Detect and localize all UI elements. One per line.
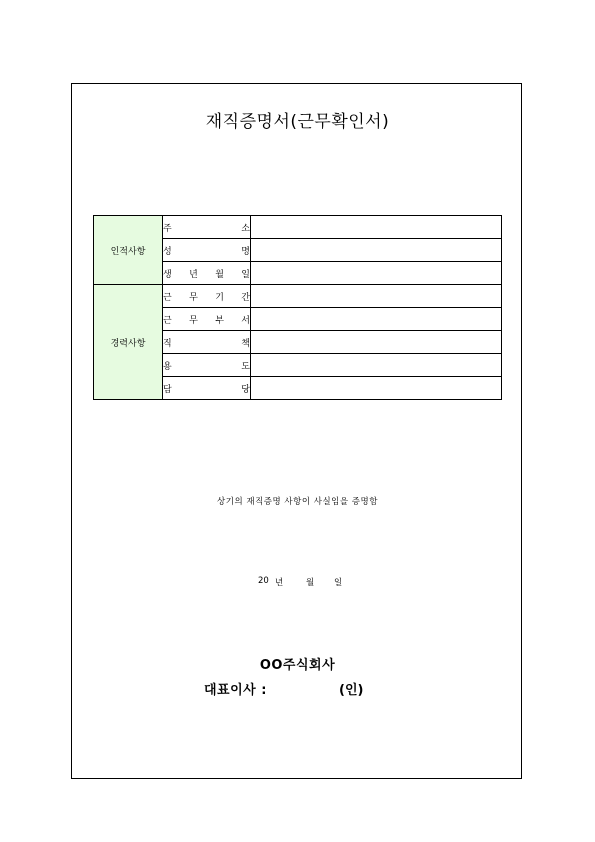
field-label <box>163 285 251 308</box>
field-value[interactable] <box>251 285 502 308</box>
field-label-chars <box>163 221 250 234</box>
date-month-unit: 월 <box>306 578 315 588</box>
date-year-unit: 년 <box>275 578 284 588</box>
field-label-char: 용 <box>163 361 172 372</box>
field-label-chars <box>163 336 250 349</box>
field-label-char: 책 <box>241 338 250 349</box>
field-label-char: 직 <box>163 338 172 349</box>
field-label <box>163 239 251 262</box>
table-row <box>94 285 502 308</box>
field-label-chars <box>163 359 250 372</box>
field-label-char: 담 <box>163 384 172 395</box>
field-label-char: 근 <box>163 292 172 303</box>
field-label-char: 무 <box>189 315 198 326</box>
info-table <box>93 215 502 400</box>
field-label-char: 생 <box>163 269 172 280</box>
field-value[interactable] <box>251 377 502 400</box>
company-name: OO주식회사 <box>259 658 336 673</box>
field-value[interactable] <box>251 308 502 331</box>
date-day-unit: 일 <box>334 578 343 588</box>
field-label <box>163 216 251 239</box>
field-label-char: 기 <box>215 292 224 303</box>
group-label: 경력사항 <box>94 285 163 400</box>
field-value[interactable] <box>251 331 502 354</box>
field-value[interactable] <box>251 239 502 262</box>
certification-statement: 상기의 재직증명 사항이 사실임을 증명함 <box>217 497 378 507</box>
field-label-chars <box>163 244 250 257</box>
field-label-char: 근 <box>163 315 172 326</box>
issue-date <box>258 576 342 588</box>
field-label-char: 성 <box>163 246 172 257</box>
field-label-char: 간 <box>241 292 250 303</box>
field-label <box>163 308 251 331</box>
field-value[interactable] <box>251 354 502 377</box>
document-title: 재직증명서(근무확인서) <box>205 112 390 132</box>
field-label-char: 부 <box>215 315 224 326</box>
field-label <box>163 377 251 400</box>
field-label-chars <box>163 313 250 326</box>
field-label <box>163 262 251 285</box>
field-label-char: 년 <box>189 269 198 280</box>
date-year-prefix: 20 <box>258 576 269 586</box>
field-label <box>163 331 251 354</box>
field-label-char: 월 <box>215 269 224 280</box>
field-label-char: 도 <box>241 361 250 372</box>
field-label-char: 당 <box>241 384 250 395</box>
seal-mark: (인) <box>339 683 364 698</box>
field-label-char: 서 <box>241 315 250 326</box>
field-label-char: 명 <box>241 246 250 257</box>
field-value[interactable] <box>251 216 502 239</box>
field-label-chars <box>163 267 250 280</box>
representative-label: 대표이사 : <box>204 683 267 698</box>
field-label-char: 소 <box>241 223 250 234</box>
field-value[interactable] <box>251 262 502 285</box>
group-label: 인적사항 <box>94 216 163 285</box>
field-label-chars <box>163 290 250 303</box>
table-row <box>94 216 502 239</box>
field-label-chars <box>163 382 250 395</box>
field-label-char: 일 <box>241 269 250 280</box>
field-label-char: 무 <box>189 292 198 303</box>
field-label-char: 주 <box>163 223 172 234</box>
document-frame <box>71 83 522 779</box>
field-label <box>163 354 251 377</box>
